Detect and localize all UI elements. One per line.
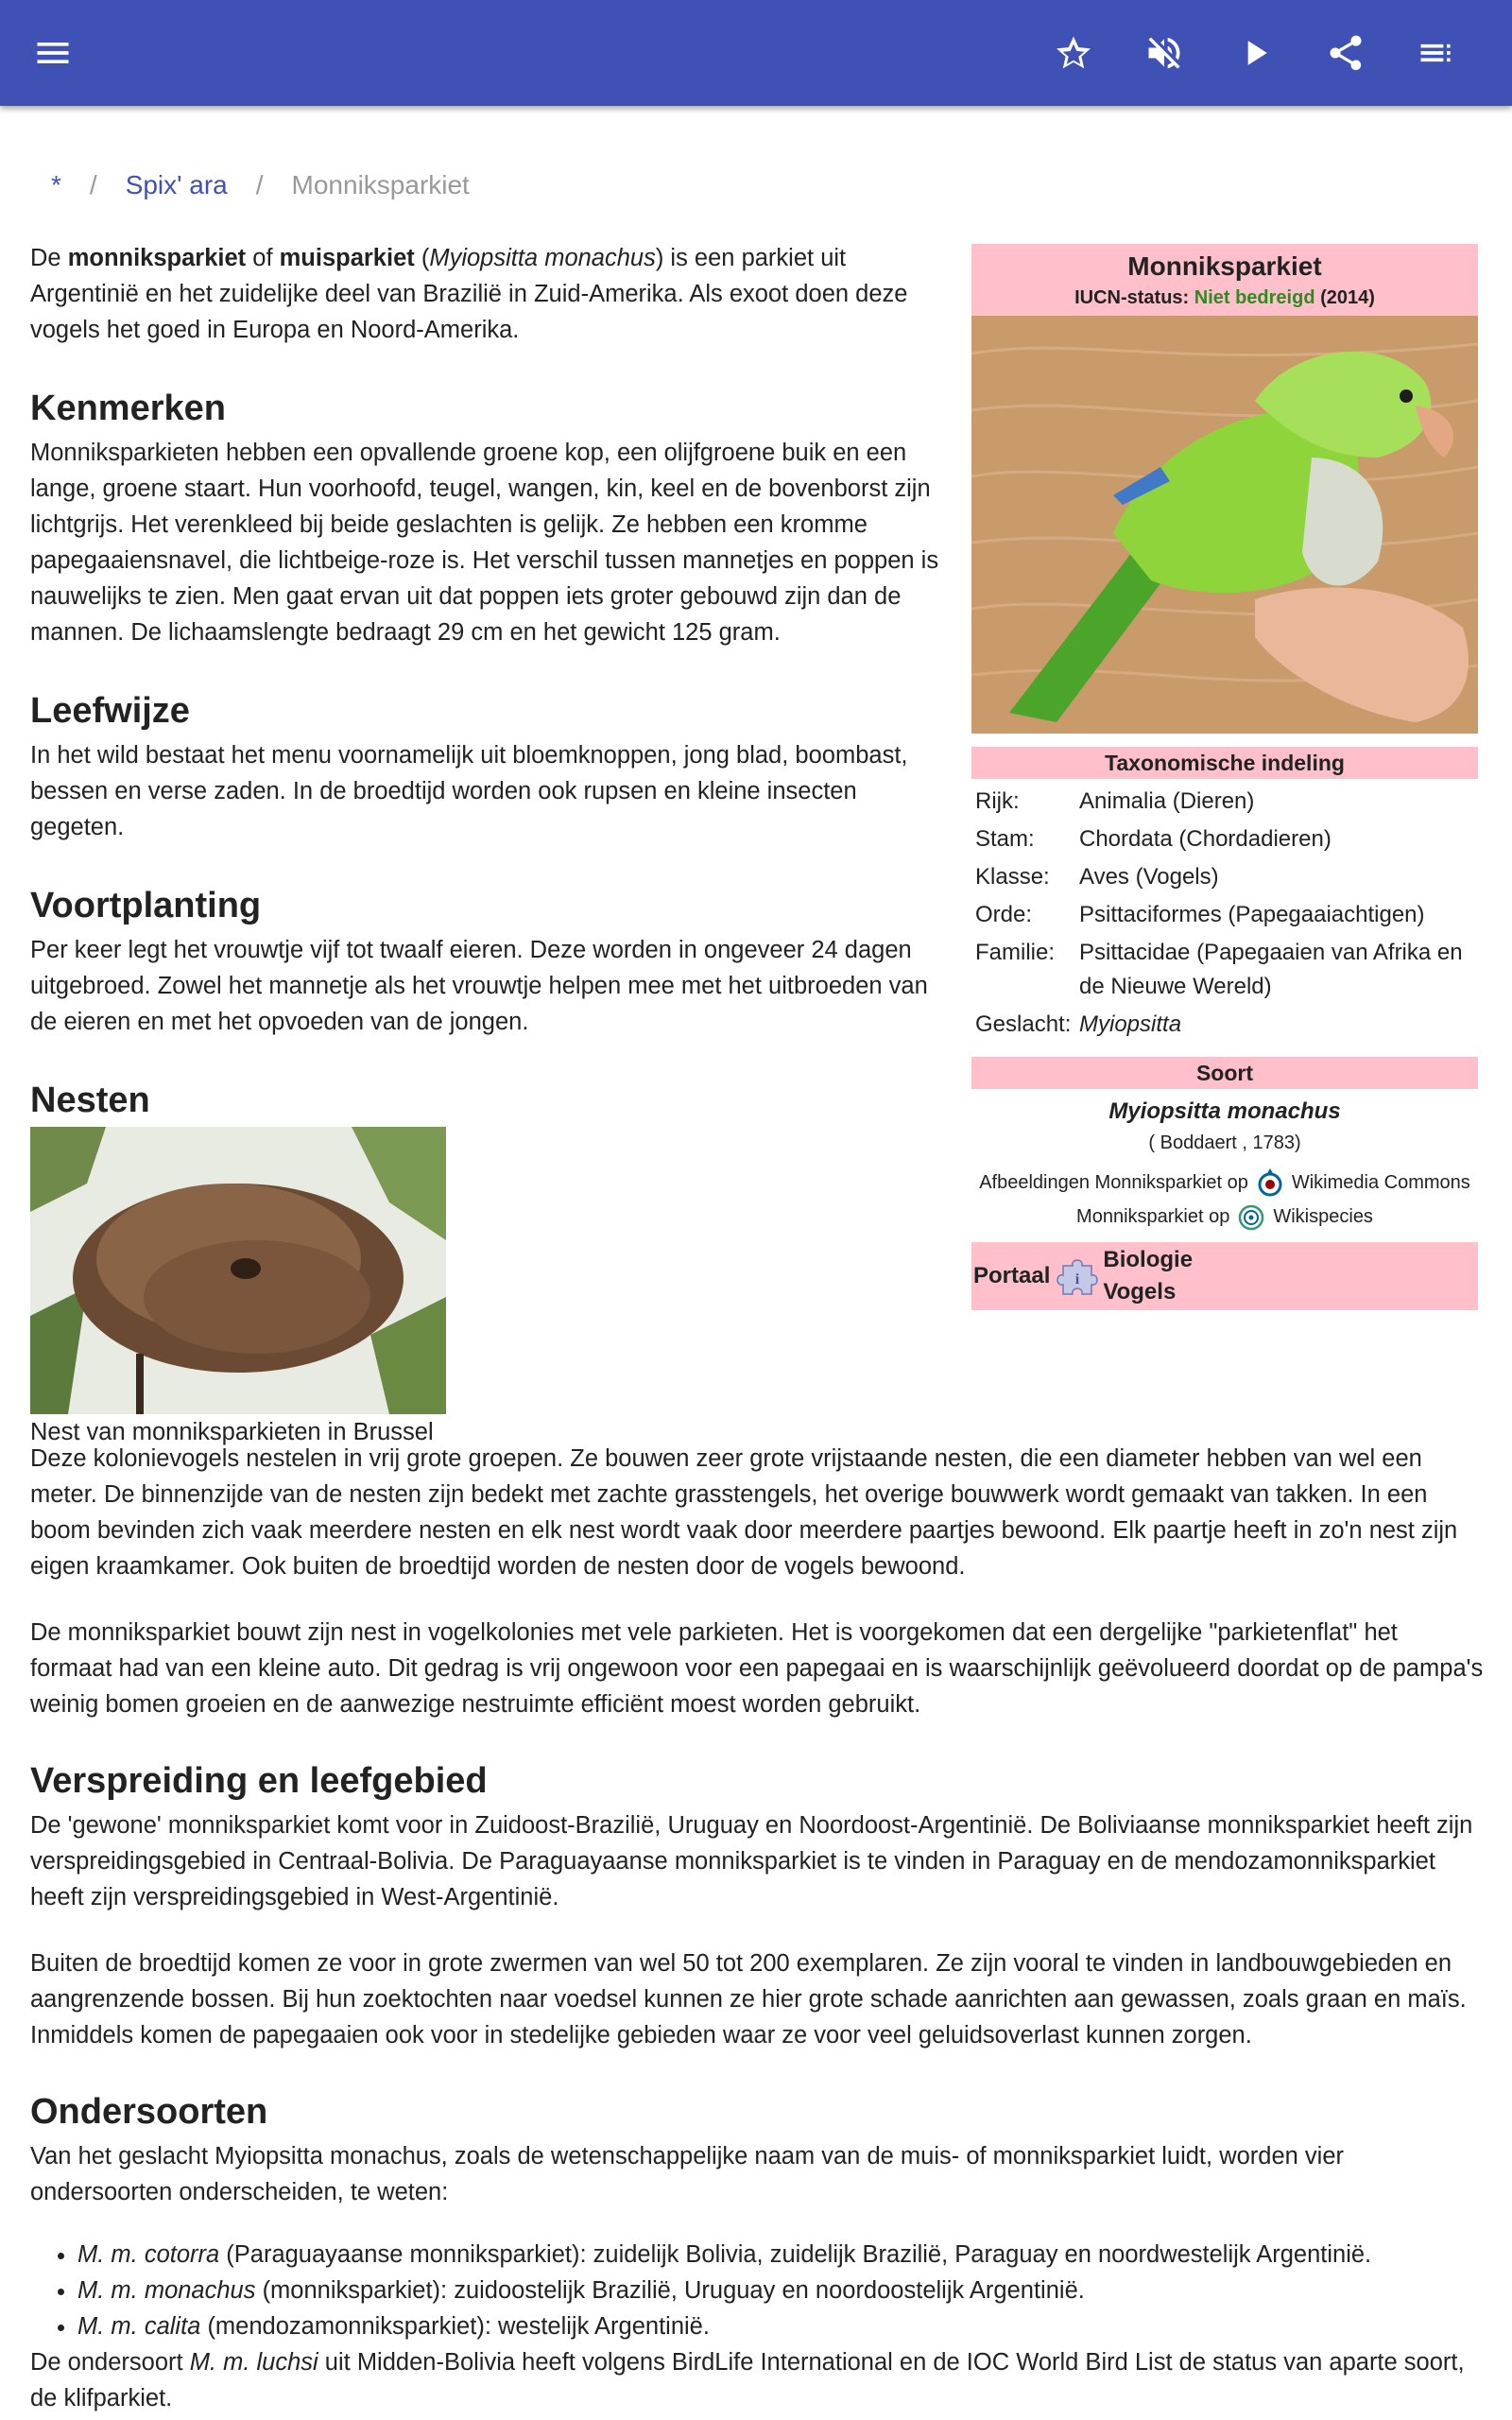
intro-text: of bbox=[246, 245, 280, 271]
section-heading-ondersoorten: Ondersoorten bbox=[30, 2092, 268, 2132]
section-heading-nesten: Nesten bbox=[30, 1080, 150, 1120]
taxonomy-value[interactable]: Animalia (Dieren) bbox=[1079, 788, 1255, 814]
share-icon bbox=[1325, 32, 1366, 74]
table-row bbox=[971, 858, 1478, 896]
outro-text: De ondersoort bbox=[30, 2349, 190, 2376]
section-heading-voortplanting: Voortplanting bbox=[30, 886, 262, 925]
list-item bbox=[77, 2308, 1486, 2344]
section-heading-leefwijze: Leefwijze bbox=[30, 691, 190, 731]
article-main-column bbox=[30, 240, 947, 1450]
star-icon bbox=[1053, 32, 1094, 74]
table-of-contents-button[interactable] bbox=[1410, 26, 1463, 79]
commons-link-row bbox=[971, 1167, 1478, 1199]
wikimedia-commons-link[interactable]: Wikimedia Commons bbox=[1291, 1172, 1470, 1193]
nest-photo-caption: Nest van monniksparkieten in Brussel bbox=[30, 1419, 434, 1445]
breadcrumb-separator: / bbox=[89, 170, 97, 199]
taxonomy-key: Orde: bbox=[975, 902, 1033, 927]
intro-text: ( bbox=[414, 245, 430, 271]
list-item bbox=[77, 2237, 1486, 2273]
taxonomy-header: Taxonomische indeling bbox=[971, 747, 1478, 779]
taxonomy-value[interactable]: Myiopsitta bbox=[1079, 1011, 1182, 1037]
svg-text:i: i bbox=[1075, 1271, 1080, 1288]
puzzle-piece-icon bbox=[1056, 1254, 1099, 1298]
taxonomy-value[interactable]: Aves (Vogels) bbox=[1079, 864, 1219, 890]
species-scientific-name: Myiopsitta monachus bbox=[1108, 1098, 1341, 1124]
species-header: Soort bbox=[971, 1057, 1478, 1089]
breadcrumb-current: Monniksparkiet bbox=[291, 170, 470, 199]
play-button[interactable] bbox=[1228, 26, 1281, 79]
subspecies-list bbox=[77, 2237, 1486, 2344]
intro-text: De bbox=[30, 245, 68, 271]
taxonomy-key: Familie: bbox=[975, 940, 1056, 965]
play-icon bbox=[1234, 32, 1276, 74]
table-row bbox=[971, 896, 1478, 934]
toc-icon bbox=[1416, 32, 1457, 74]
iucn-status-year: (2014) bbox=[1314, 287, 1375, 308]
infobox bbox=[971, 244, 1478, 1310]
table-row bbox=[971, 783, 1478, 821]
taxonomy-value[interactable]: Chordata (Chordadieren) bbox=[1079, 826, 1332, 852]
portal-link-vogels[interactable]: Vogels bbox=[1103, 1279, 1177, 1305]
ondersoorten-intro: Van het geslacht Myiopsitta monachus, zoals de wetenschappelijke naam van de muis- of monniksparkiet luidt, worden vier ondersoorten onderscheiden, te weten: bbox=[30, 2143, 1344, 2205]
parakeet-photo[interactable] bbox=[971, 316, 1478, 734]
menu-button[interactable] bbox=[26, 26, 79, 79]
taxonomy-key: Rijk: bbox=[975, 788, 1020, 814]
portal-links bbox=[1103, 1244, 1193, 1308]
intro-bold-name: muisparkiet bbox=[279, 245, 415, 271]
mute-button[interactable] bbox=[1138, 26, 1191, 79]
table-row bbox=[971, 1006, 1478, 1044]
wikispecies-icon bbox=[1235, 1201, 1267, 1233]
ondersoorten-outro bbox=[30, 2344, 1486, 2416]
subspecies-name[interactable]: M. m. cotorra bbox=[77, 2241, 220, 2268]
wikispecies-link-row bbox=[971, 1201, 1478, 1233]
portal-link-biologie[interactable]: Biologie bbox=[1103, 1247, 1194, 1272]
iucn-status bbox=[977, 285, 1472, 312]
intro-paragraph bbox=[30, 240, 947, 348]
intro-bold-name: monniksparkiet bbox=[67, 245, 247, 271]
subspecies-desc: (Paraguayaanse monniksparkiet): zuidelijk Bolivia, zuidelijk Brazilië, Paraguay en noordwestelijk Argentinië. bbox=[219, 2241, 1372, 2268]
species-author: ( Boddaert , 1783) bbox=[1148, 1132, 1301, 1153]
breadcrumb-separator: / bbox=[255, 170, 264, 199]
section-text-leefwijze: In het wild bestaat het menu voornamelijk uit bloemknoppen, jong blad, boombast, bessen en verse zaden. In de broedtijd worden ook rupsen en kleine insecten gegeten. bbox=[30, 742, 908, 840]
infobox-title: Monniksparkiet bbox=[1127, 251, 1322, 281]
wikispecies-link[interactable]: Wikispecies bbox=[1273, 1206, 1373, 1227]
breadcrumb bbox=[51, 170, 470, 200]
infobox-header bbox=[971, 244, 1478, 316]
taxonomy-key: Geslacht: bbox=[975, 1011, 1072, 1037]
subspecies-desc: (monniksparkiet): zuidoostelijk Brazilië, Uruguay en noordoostelijk Argentinië. bbox=[255, 2277, 1085, 2304]
portal-box bbox=[971, 1242, 1478, 1310]
section-text-voortplanting: Per keer legt het vrouwtje vijf tot twaalf eieren. Deze worden in ongeveer 24 dagen uitgebroed. Zowel het mannetje als het vrouwtje helpen mee met het uitbroeden van de eieren en met het opvoeden van de jongen. bbox=[30, 937, 928, 1035]
outro-text: uit Midden-Bolivia heeft volgens BirdLife International en de IOC World Bird List de status van aparte soort, de klifparkiet. bbox=[30, 2349, 1465, 2411]
subspecies-name[interactable]: M. m. calita bbox=[77, 2313, 201, 2340]
wikispecies-text: Monniksparkiet op bbox=[1076, 1206, 1230, 1227]
verspreiding-paragraph-1: De 'gewone' monniksparkiet komt voor in Zuidoost-Brazilië, Uruguay en Noordoost-Argentinië. De Boliviaanse monniksparkiet heeft zijn verspreidingsgebied in Centraal-Bolivia. De Paraguayaanse monniksparkiet is te vinden in Paraguay en de mendozamonniksparkiet heeft zijn verspreidingsgebied in West-Argentinië. bbox=[30, 1812, 1473, 1910]
taxonomy-key: Stam: bbox=[975, 826, 1035, 852]
nest-photo[interactable] bbox=[30, 1127, 446, 1414]
article-full-width bbox=[30, 1441, 1486, 2416]
intro-text: ) is een parkiet uit Argentinië en het zuidelijke deel van Brazilië in Zuid-Amerika. Als exoot doen deze vogels het goed in Europa en Noord-Amerika. bbox=[30, 245, 908, 343]
subspecies-name: M. m. luchsi bbox=[189, 2349, 318, 2376]
breadcrumb-parent-link[interactable]: Spix' ara bbox=[125, 170, 228, 199]
intro-scientific-name: Myiopsitta monachus bbox=[429, 245, 656, 271]
portal-label: Portaal bbox=[973, 1263, 1051, 1288]
section-text-kenmerken: Monniksparkieten hebben een opvallende groene kop, een olijfgroene buik en een lange, groene staart. Hun voorhoofd, teugel, wangen, kin, keel en de bovenborst zijn lichtgrijs. Het verenkleed bij beide geslachten is gelijk. Ze hebben een kromme papegaaiensnavel, die lichtbeige-roze is. Het verschil tussen mannetjes en poppen is nauwelijks te zien. Men gaat ervan uit dat poppen iets groter gebouwd zijn dan de mannen. De lichaamslengte bedraagt 29 cm en het gewicht 125 gram. bbox=[30, 440, 939, 646]
subspecies-name[interactable]: M. m. monachus bbox=[77, 2277, 256, 2304]
section-heading-kenmerken: Kenmerken bbox=[30, 389, 226, 428]
nesten-paragraph-1: Deze kolonievogels nestelen in vrij grote groepen. Ze bouwen zeer grote vrijstaande nesten, die een diameter hebben van wel een meter. De binnenzijde van de nesten zijn bedekt met zachte grasstengels, het overige bouwwerk wordt gemaakt van takken. In een boom bevinden zich vaak meerdere nesten en elk nest wordt vaak door meerdere paartjes bewoond. Elk paartje heeft in zo'n nest zijn eigen kraamkamer. Ook buiten de broedtijd worden de nesten door de vogels bewoond. bbox=[30, 1445, 1458, 1580]
taxonomy-value[interactable]: Psittacidae (Papegaaien van Afrika en de Nieuwe Wereld) bbox=[1079, 940, 1463, 999]
bookmark-button[interactable] bbox=[1047, 26, 1100, 79]
taxonomy-key: Klasse: bbox=[975, 864, 1050, 890]
wikimedia-commons-icon bbox=[1254, 1167, 1286, 1199]
iucn-status-label: IUCN-status: bbox=[1074, 287, 1194, 308]
iucn-status-value[interactable]: Niet bedreigd bbox=[1194, 287, 1315, 308]
app-bar bbox=[0, 0, 1512, 106]
section-heading-verspreiding: Verspreiding en leefgebied bbox=[30, 1761, 488, 1801]
list-item bbox=[77, 2273, 1486, 2308]
nesten-paragraph-2: De monniksparkiet bouwt zijn nest in vogelkolonies met vele parkieten. Het is voorgekomen dat een dergelijke "parkietenflat" het formaat had van een kleine auto. Dit gedrag is vrij ongewoon voor een papegaai en is waarschijnlijk geëvolueerd doordat op de pampa's weinig bomen groeien en de aanwezige nestruimte efficiënt moest worden gebruikt. bbox=[30, 1619, 1484, 1718]
taxonomy-table bbox=[971, 783, 1478, 1044]
subspecies-desc: (mendozamonniksparkiet): westelijk Argentinië. bbox=[200, 2313, 710, 2340]
table-row bbox=[971, 934, 1478, 1006]
menu-icon bbox=[32, 32, 74, 74]
breadcrumb-home-link[interactable]: * bbox=[51, 170, 61, 199]
table-row bbox=[971, 821, 1478, 858]
verspreiding-paragraph-2: Buiten de broedtijd komen ze voor in grote zwermen van wel 50 tot 200 exemplaren. Ze zijn vooral te vinden in landbouwgebieden en aangrenzende bossen. Bij hun zoektochten naar voedsel kunnen ze hier grote schade aanrichten aan gewassen, zoals graan en maïs. Inmiddels komen de papegaaien ook voor in stedelijke gebieden waar ze voor veel geluidsoverlast kunnen zorgen. bbox=[30, 1950, 1467, 2048]
taxonomy-value[interactable]: Psittaciformes (Papegaaiachtigen) bbox=[1079, 902, 1425, 927]
share-button[interactable] bbox=[1319, 26, 1372, 79]
volume-off-icon bbox=[1143, 32, 1185, 74]
commons-text: Afbeeldingen Monniksparkiet op bbox=[979, 1172, 1248, 1193]
